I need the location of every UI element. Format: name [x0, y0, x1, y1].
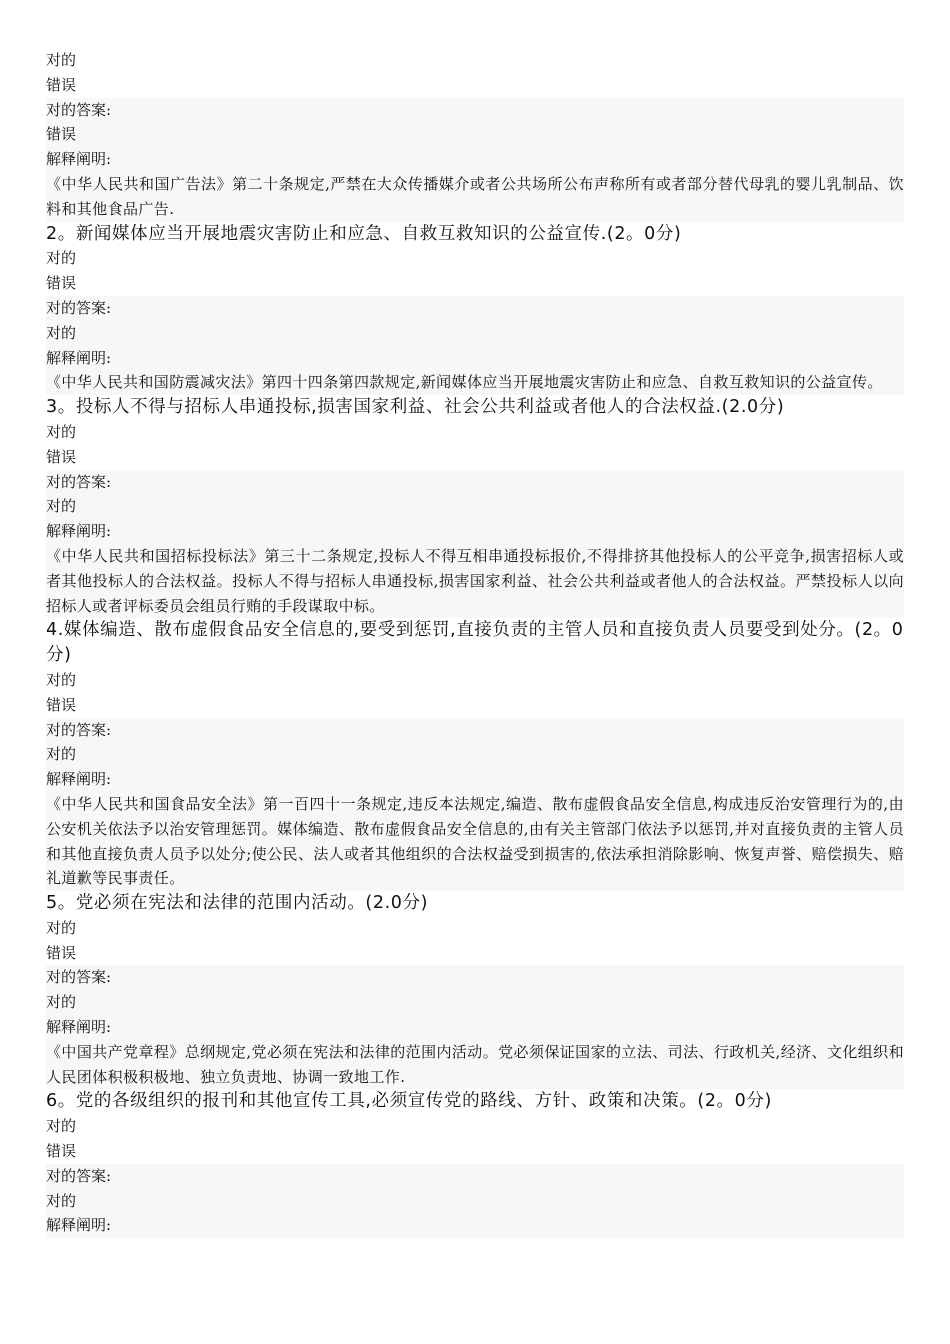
answer-label: 对的答案: — [46, 968, 112, 987]
answer-value: 对的 — [46, 745, 77, 764]
answer-label: 对的答案: — [46, 1166, 112, 1185]
option-true: 对的 — [46, 249, 77, 268]
explanation-label: 解释阐明: — [46, 1018, 112, 1037]
question-text: 3。投标人不得与招标人串通投标,损害国家利益、社会公共利益或者他人的合法权益.(2.0分) — [46, 397, 785, 418]
answer-label: 对的答案: — [46, 298, 112, 317]
option-false: 错误 — [46, 943, 77, 962]
explanation-label: 解释阐明: — [46, 522, 112, 541]
answer-value: 对的 — [46, 993, 77, 1012]
question-text: 4.媒体编造、散布虚假食品安全信息的,要受到惩罚,直接负责的主管人员和直接负责人员要受到处分。(2。0分) — [46, 620, 904, 666]
document-page — [46, 48, 904, 1238]
question-text: 2。新闻媒体应当开展地震灾害防止和应急、自救互救知识的公益宣传.(2。0分) — [46, 223, 682, 244]
answer-box — [46, 718, 904, 892]
answer-value: 对的 — [46, 323, 77, 342]
explanation-text: 《中华人民共和国广告法》第二十条规定,严禁在大众传播媒介或者公共场所公布声称所有或者部分替代母乳的婴儿乳制品、饮料和其他食品广告. — [46, 174, 904, 218]
answer-box — [46, 296, 904, 395]
option-false: 错误 — [46, 447, 77, 466]
question-text: 6。党的各级组织的报刊和其他宣传工具,必须宣传党的路线、方针、政策和决策。(2。0分) — [46, 1091, 772, 1112]
answer-box — [46, 470, 904, 619]
answer-box — [46, 98, 904, 222]
option-true: 对的 — [46, 422, 77, 441]
option-true: 对的 — [46, 51, 77, 69]
explanation-label: 解释阐明: — [46, 1216, 112, 1235]
answer-value: 对的 — [46, 497, 77, 516]
answer-box — [46, 1164, 904, 1238]
explanation-label: 解释阐明: — [46, 770, 112, 789]
answer-value: 对的 — [46, 1191, 77, 1210]
option-false: 错误 — [46, 695, 77, 714]
option-false: 错误 — [46, 75, 77, 94]
answer-value: 错误 — [46, 125, 77, 144]
explanation-label: 解释阐明: — [46, 150, 112, 169]
explanation-text: 《中华人民共和国招标投标法》第三十二条规定,投标人不得互相串通投标报价,不得排挤其他投标人的公平竞争,损害招标人或者其他投标人的合法权益。投标人不得与招标人串通投标,损害国家利益、社会公共利益或者他人的合法权益。严禁投标人以向招标人或者评标委员会组员行贿的手段谋取中标。 — [46, 546, 904, 615]
answer-label: 对的答案: — [46, 472, 112, 491]
explanation-text: 《中国共产党章程》总纲规定,党必须在宪法和法律的范围内活动。党必须保证国家的立法、司法、行政机关,经济、文化组织和人民团体积极积极地、独立负责地、协调一致地工作. — [46, 1042, 904, 1086]
option-false: 错误 — [46, 1142, 77, 1161]
option-true: 对的 — [46, 918, 77, 937]
answer-label: 对的答案: — [46, 720, 112, 739]
explanation-text: 《中华人民共和国防震减灾法》第四十四条第四款规定,新闻媒体应当开展地震灾害防止和应急、自救互救知识的公益宣传。 — [46, 373, 883, 392]
option-true: 对的 — [46, 1117, 77, 1136]
question-text: 5。党必须在宪法和法律的范围内活动。(2.0分) — [46, 893, 429, 914]
option-false: 错误 — [46, 274, 77, 293]
option-true: 对的 — [46, 670, 77, 689]
explanation-label: 解释阐明: — [46, 348, 112, 367]
explanation-text: 《中华人民共和国食品安全法》第一百四十一条规定,违反本法规定,编造、散布虚假食品安全信息,构成违反治安管理行为的,由公安机关依法予以治安管理惩罚。媒体编造、散布虚假食品安全信息的,由有关主管部门依法予以惩罚,并对直接负责的主管人员和其他直接负责人员予以处分;使公民、法人或者其他组织的合法权益受到损害的,依法承担消除影响、恢复声誉、赔偿损失、赔礼道歉等民事责任。 — [46, 794, 904, 888]
answer-label: 对的答案: — [46, 100, 112, 119]
answer-box — [46, 965, 904, 1089]
